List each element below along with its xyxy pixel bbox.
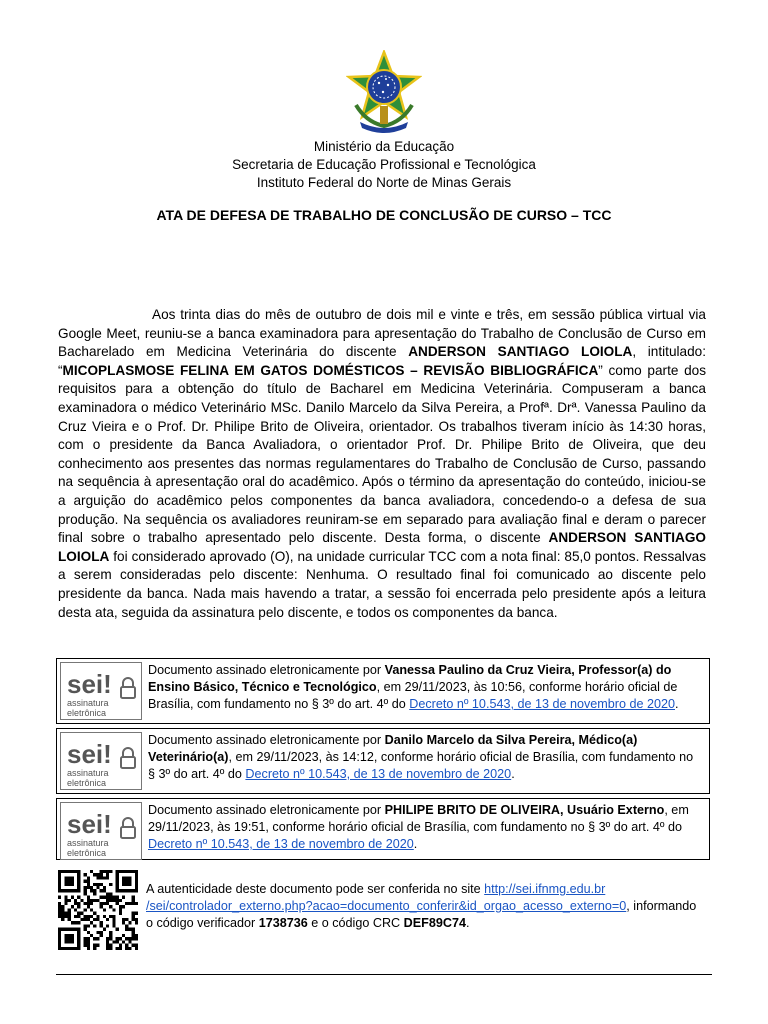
lock-icon [121, 678, 135, 698]
sei-caption-1: assinatura [67, 698, 109, 708]
sei-logo-text: sei! [67, 739, 112, 769]
verification-path-link[interactable]: /sei/controlador_externo.php?acao=documento_conferir&id_orgao_acesso_externo=0 [146, 899, 627, 913]
authenticity-note [146, 881, 706, 932]
sig-post: , em 29/11/2023, às 10:56, conforme horário oficial de Brasília, com fundamento no § 3º do art. 4º do [148, 680, 678, 711]
signature-block-3 [56, 798, 710, 860]
institute-name: Instituto Federal do Norte de Minas Gerais [256, 175, 512, 190]
brazil-coat-of-arms-icon [346, 50, 422, 136]
sig-end: . [413, 837, 418, 851]
signer-name: PHILIPE BRITO DE OLIVEIRA, Usuário Externo [384, 803, 665, 817]
sei-logo-text: sei! [67, 809, 112, 839]
footer-divider [56, 974, 712, 975]
sei-caption-2: eletrônica [67, 708, 107, 718]
auth-mid-2: e o código CRC [307, 916, 404, 930]
signer-name: Danilo Marcelo da Silva Pereira, Médico(a) Veterinário(a) [148, 733, 638, 764]
crc-code: DEF89C74 [403, 916, 466, 930]
sig-post: , em 29/11/2023, às 19:51, conforme horário oficial de Brasília, com fundamento no § 3º do art. 4º do [148, 803, 689, 834]
auth-end: . [465, 916, 470, 930]
signature-block-1 [56, 658, 710, 724]
verifier-code: 1738736 [258, 916, 308, 930]
auth-mid: , informando o código verificador [146, 899, 697, 930]
body-text-2: , intitulado: “ [58, 344, 706, 378]
sig-post: , em 29/11/2023, às 14:12, conforme horário oficial de Brasília, com fundamento no § 3º do art. 4º do [148, 750, 694, 781]
body-text-3: ” como parte dos requisitos para a obtenção do título de Bacharel em Medicina Veterinária. Compuseram a banca examinadora o médico Veterinário MSc. Danilo Marcelo da Silva Pereira, a Profª. Drª. Vanessa Paulino da Cruz Vieira e o Prof. Dr. Philipe Brito de Oliveira, orientador. Os trabalhos tiveram início às 14:30 horas, com o presidente da Banca Avaliadora, o orientador Prof. Dr. Philipe Brito de Oliveira, que deu conhecimento aos presentes das normas regulamentares do Trabalho de Conclusão de Curso, passando na sequência à apresentação oral do acadêmico. Após o término da apresentação do conteúdo, iniciou-se a arguição do acadêmico pelos componentes da banca avaliadora, concedendo-o a defesa de sua produção. Na sequência os avaliadores reuniram-se em separado para avaliação final e deram o parecer final sobre o trabalho apresentado pelo discente. Desta forma, o discente [58, 362, 707, 546]
body-text-4: foi considerado aprovado (O), na unidade curricular TCC com a nota final: 85,0 pontos. Ressalvas a serem consideradas pelo discente: Nenhuma. O resultado final foi comunicado ao discente pelo presidente da banca. Nada mais havendo a tratar, a sessão foi encerrada pelo presidente após a leitura desta ata, seguida da assinatura pelo discente, e todos os componentes da banca. [58, 548, 706, 620]
sei-seal-graphic [61, 733, 141, 789]
signature-text-2 [148, 732, 703, 783]
sei-seal-graphic [61, 803, 141, 859]
decree-link[interactable]: Decreto nº 10.543, de 13 de novembro de 2020 [148, 837, 414, 851]
sei-seal-graphic [61, 663, 141, 719]
sig-pre: Documento assinado eletronicamente por [148, 663, 385, 677]
student-name-2: ANDERSON SANTIAGO LOIOLA [58, 530, 706, 564]
auth-pre: A autenticidade deste documento pode ser conferida no site [146, 882, 485, 896]
institution-header [0, 138, 768, 192]
thesis-title: MICOPLASMOSE FELINA EM GATOS DOMÉSTICOS – REVISÃO BIBLIOGRÁFICA [62, 362, 599, 378]
sei-seal [60, 662, 142, 720]
sei-caption-1: assinatura [67, 768, 109, 778]
sei-caption-1: assinatura [67, 838, 109, 848]
sei-caption-2: eletrônica [67, 848, 107, 858]
sei-seal [60, 732, 142, 790]
signature-text-3 [148, 802, 703, 853]
sei-seal [60, 802, 142, 860]
lock-icon [121, 748, 135, 768]
sei-logo-text: sei! [67, 669, 112, 699]
lock-icon [121, 818, 135, 838]
sig-pre: Documento assinado eletronicamente por [148, 733, 385, 747]
signature-block-2 [56, 728, 710, 794]
sei-caption-2: eletrônica [67, 778, 107, 788]
sig-pre: Documento assinado eletronicamente por [148, 803, 385, 817]
minutes-body [58, 306, 706, 622]
qr-code-icon [58, 870, 138, 950]
decree-link[interactable]: Decreto nº 10.543, de 13 de novembro de 2020 [409, 697, 675, 711]
document-title: ATA DE DEFESA DE TRABALHO DE CONCLUSÃO DE CURSO – TCC [156, 207, 612, 223]
verification-url-link[interactable]: http://sei.ifnmg.edu.br [484, 882, 606, 896]
signer-name: Vanessa Paulino da Cruz Vieira, Professor(a) do Ensino Básico, Técnico e Tecnológico [148, 663, 672, 694]
secretariat-name: Secretaria de Educação Profissional e Tecnológica [232, 157, 536, 172]
sig-end: . [511, 767, 515, 781]
ministry-name: Ministério da Educação [313, 139, 455, 154]
body-text-1: Aos trinta dias do mês de outubro de dois mil e vinte e três, em sessão pública virtual via Google Meet, reuniu-se a banca examinadora para apresentação do Trabalho de Conclusão de Curso em Bacharelado em Medicina Veterinária do discente [58, 307, 706, 360]
student-name: ANDERSON SANTIAGO LOIOLA [408, 344, 633, 360]
sig-end: . [675, 697, 679, 711]
decree-link[interactable]: Decreto nº 10.543, de 13 de novembro de 2020 [245, 767, 512, 781]
signature-text-1 [148, 662, 703, 713]
minutes-paragraph [58, 306, 706, 622]
